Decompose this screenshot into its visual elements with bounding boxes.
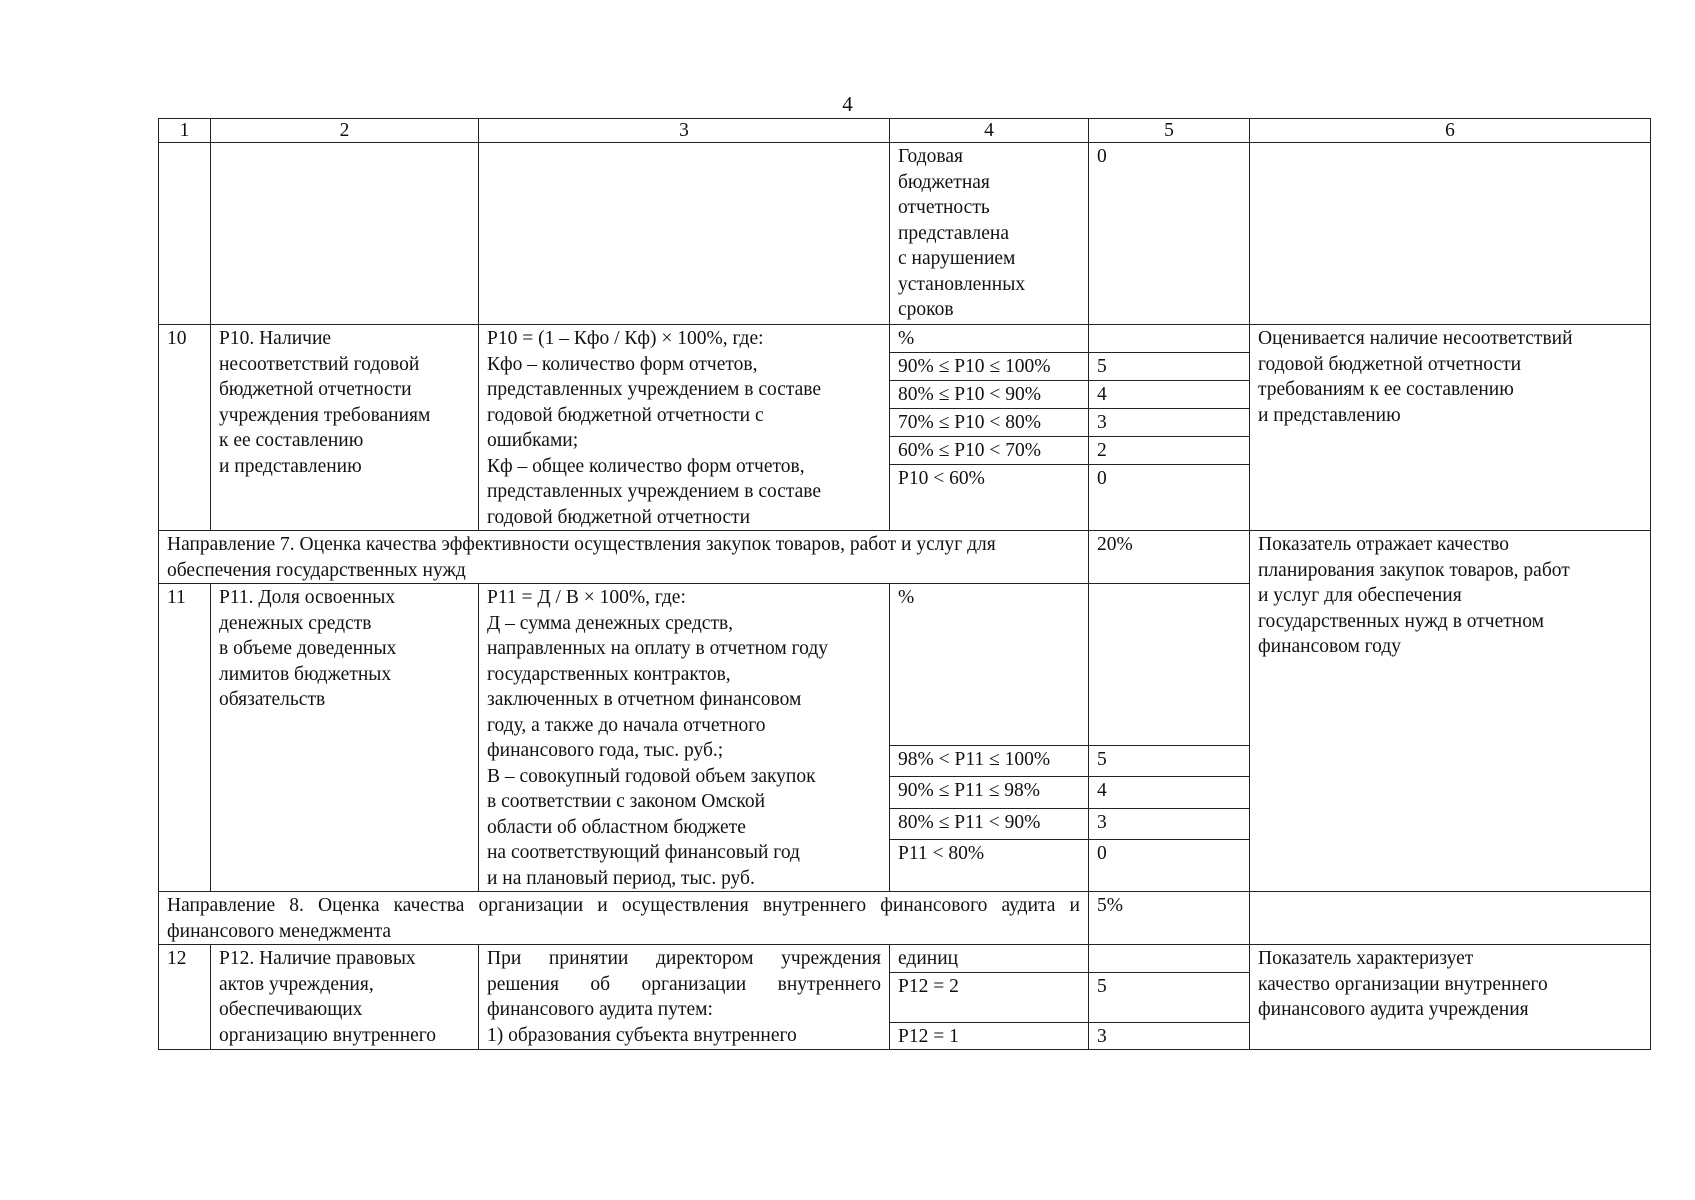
indicator-formula: Р11 = Д / В × 100%, где: Д – сумма денежных средств, направленных на оплату в отчетном году государственных контрактов, заключенных в отчетном финансовом году, а также до начала отчетного финансового года, тыс. руб.; В – совокупный годовой объем закупок в соответствии с законом Омской области об областном бюджете на соответствующий финансовый год и на плановый период, тыс. руб.: [479, 584, 890, 892]
condition-cell: 98% < Р11 ≤ 100%: [890, 746, 1089, 777]
direction-weight: 20%: [1089, 531, 1250, 584]
indicator-name: Р12. Наличие правовых актов учреждения, обеспечивающих организацию внутреннего: [211, 945, 479, 1050]
page-number: 4: [842, 92, 853, 116]
condition-cell: 90% ≤ Р10 ≤ 100%: [890, 353, 1089, 381]
indicator-row-p10: [159, 325, 1651, 353]
column-number: 5: [1089, 119, 1250, 143]
score-cell: 5: [1089, 972, 1250, 1022]
indicator-row-p12: [159, 945, 1651, 973]
cell-empty: [211, 143, 479, 325]
cell-empty: [1250, 143, 1651, 325]
score-cell: 0: [1089, 143, 1250, 325]
indicator-name: Р10. Наличие несоответствий годовой бюджетной отчетности учреждения требованиям к ее составлению и представлению: [211, 325, 479, 531]
cell-empty: [1250, 892, 1651, 945]
direction-row-7: [159, 531, 1651, 584]
condition-cell: 60% ≤ Р10 < 70%: [890, 437, 1089, 465]
row-number: 10: [159, 325, 211, 531]
unit-cell: %: [890, 325, 1089, 353]
condition-cell: Р12 = 2: [890, 972, 1089, 1022]
score-cell-empty: [1089, 325, 1250, 353]
unit-cell: %: [890, 584, 1089, 746]
condition-cell: 90% ≤ Р11 ≤ 98%: [890, 777, 1089, 808]
direction-row-8: [159, 892, 1651, 945]
score-cell-empty: [1089, 945, 1250, 973]
indicator-formula: При принятии директором учреждения решения об организации внутреннего финансового аудита путем: 1) образования субъекта внутреннего: [479, 945, 890, 1050]
column-number: 4: [890, 119, 1089, 143]
criteria-table: [158, 118, 1651, 1050]
column-number: 3: [479, 119, 890, 143]
score-cell: 0: [1089, 840, 1250, 892]
score-cell: 5: [1089, 746, 1250, 777]
direction-weight: 5%: [1089, 892, 1250, 945]
indicator-name: Р11. Доля освоенных денежных средств в объеме доведенных лимитов бюджетных обязательств: [211, 584, 479, 892]
row-number: 11: [159, 584, 211, 892]
score-cell: 4: [1089, 777, 1250, 808]
score-cell: 4: [1089, 381, 1250, 409]
score-cell: 2: [1089, 437, 1250, 465]
condition-cell: Р10 < 60%: [890, 465, 1089, 531]
condition-cell: Годовая бюджетная отчетность представлена с нарушением установленных сроков: [890, 143, 1089, 325]
cell-empty: [479, 143, 890, 325]
score-cell: 0: [1089, 465, 1250, 531]
condition-cell: Р12 = 1: [890, 1022, 1089, 1050]
score-cell: 3: [1089, 1022, 1250, 1050]
direction-title: Направление 8. Оценка качества организации и осуществления внутреннего финансового аудита и финансового менеджмента: [159, 892, 1089, 945]
indicator-note: Оценивается наличие несоответствий годовой бюджетной отчетности требованиям к ее составлению и представлению: [1250, 325, 1651, 531]
score-cell-empty: [1089, 584, 1250, 746]
unit-cell: единиц: [890, 945, 1089, 973]
column-number: 1: [159, 119, 211, 143]
column-number: 6: [1250, 119, 1651, 143]
condition-cell: 80% ≤ Р10 < 90%: [890, 381, 1089, 409]
score-cell: 3: [1089, 409, 1250, 437]
column-number-row: [159, 119, 1651, 143]
row-number: 12: [159, 945, 211, 1050]
indicator-formula: Р10 = (1 – Кфо / Кф) × 100%, где: Кфо – количество форм отчетов, представленных учреждением в составе годовой бюджетной отчетности с ошибками; Кф – общее количество форм отчетов, представленных учреждением в составе годовой бюджетной отчетности: [479, 325, 890, 531]
indicator-note: Показатель отражает качество планирования закупок товаров, работ и услуг для обеспечения государственных нужд в отчетном финансовом году: [1250, 531, 1651, 892]
score-cell: 3: [1089, 808, 1250, 839]
column-number: 2: [211, 119, 479, 143]
score-cell: 5: [1089, 353, 1250, 381]
indicator-note: Показатель характеризует качество организации внутреннего финансового аудита учреждения: [1250, 945, 1651, 1050]
condition-cell: Р11 < 80%: [890, 840, 1089, 892]
continuation-row: [159, 143, 1651, 325]
cell-empty: [159, 143, 211, 325]
condition-cell: 80% ≤ Р11 < 90%: [890, 808, 1089, 839]
condition-cell: 70% ≤ Р10 < 80%: [890, 409, 1089, 437]
direction-title: Направление 7. Оценка качества эффективности осуществления закупок товаров, работ и услуг для обеспечения государственных нужд: [159, 531, 1089, 584]
